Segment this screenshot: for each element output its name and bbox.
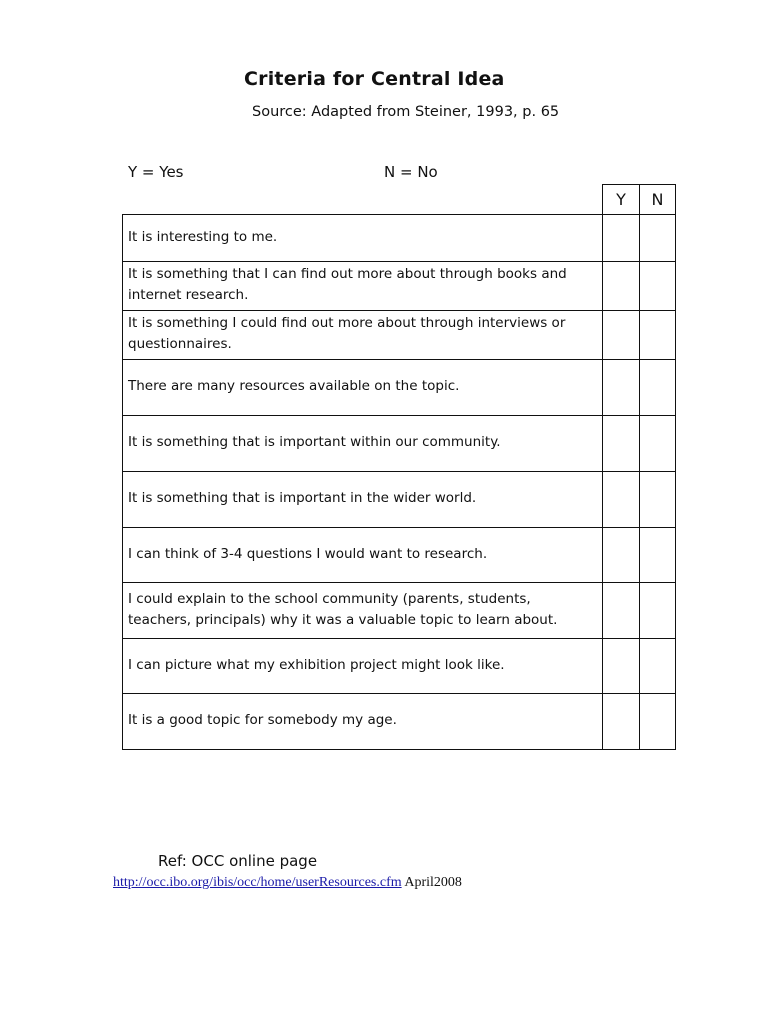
reference-line [113,875,462,891]
yes-checkbox[interactable] [603,311,640,360]
column-header-no: N [640,185,676,215]
legend-yes: Y = Yes [128,163,184,181]
yes-checkbox[interactable] [603,262,640,311]
reference-url-link[interactable]: http://occ.ibo.org/ibis/occ/home/userResources.cfm [113,875,402,890]
reference-label: Ref: OCC online page [158,852,318,870]
criterion-text: It is something that is important within our community. [123,416,603,472]
no-checkbox[interactable] [640,583,676,639]
yes-checkbox[interactable] [603,472,640,528]
criterion-text: I can picture what my exhibition project might look like. [123,639,603,694]
yes-checkbox[interactable] [603,583,640,639]
no-checkbox[interactable] [640,416,676,472]
column-header-yes: Y [603,185,640,215]
no-checkbox[interactable] [640,639,676,694]
criterion-text: I can think of 3-4 questions I would want to research. [123,528,603,583]
yes-checkbox[interactable] [603,416,640,472]
table-row [123,215,676,262]
table-row [123,360,676,416]
table-row [123,694,676,750]
page-title: Criteria for Central Idea [244,68,505,90]
no-checkbox[interactable] [640,262,676,311]
table-row [123,262,676,311]
table-row [123,528,676,583]
yes-checkbox[interactable] [603,694,640,750]
header-blank [123,185,603,215]
criterion-text: It is something that is important in the wider world. [123,472,603,528]
no-checkbox[interactable] [640,360,676,416]
no-checkbox[interactable] [640,472,676,528]
no-checkbox[interactable] [640,528,676,583]
legend-no: N = No [384,163,438,181]
table-row [123,472,676,528]
yes-checkbox[interactable] [603,215,640,262]
reference-date: April2008 [404,875,462,890]
source-citation: Source: Adapted from Steiner, 1993, p. 65 [252,104,560,120]
criterion-text: It is something that I can find out more about through books and internet research. [123,262,603,311]
no-checkbox[interactable] [640,311,676,360]
criterion-text: I could explain to the school community (parents, students, teachers, principals) why it was a valuable topic to learn about. [123,583,603,639]
criteria-table [122,184,676,750]
no-checkbox[interactable] [640,694,676,750]
criterion-text: It is something I could find out more about through interviews or questionnaires. [123,311,603,360]
criterion-text: It is interesting to me. [123,215,603,262]
yes-checkbox[interactable] [603,360,640,416]
criterion-text: It is a good topic for somebody my age. [123,694,603,750]
yes-checkbox[interactable] [603,639,640,694]
table-row [123,311,676,360]
table-row [123,583,676,639]
table-row [123,416,676,472]
table-row [123,639,676,694]
criterion-text: There are many resources available on the topic. [123,360,603,416]
no-checkbox[interactable] [640,215,676,262]
header-row [123,185,676,215]
yes-checkbox[interactable] [603,528,640,583]
